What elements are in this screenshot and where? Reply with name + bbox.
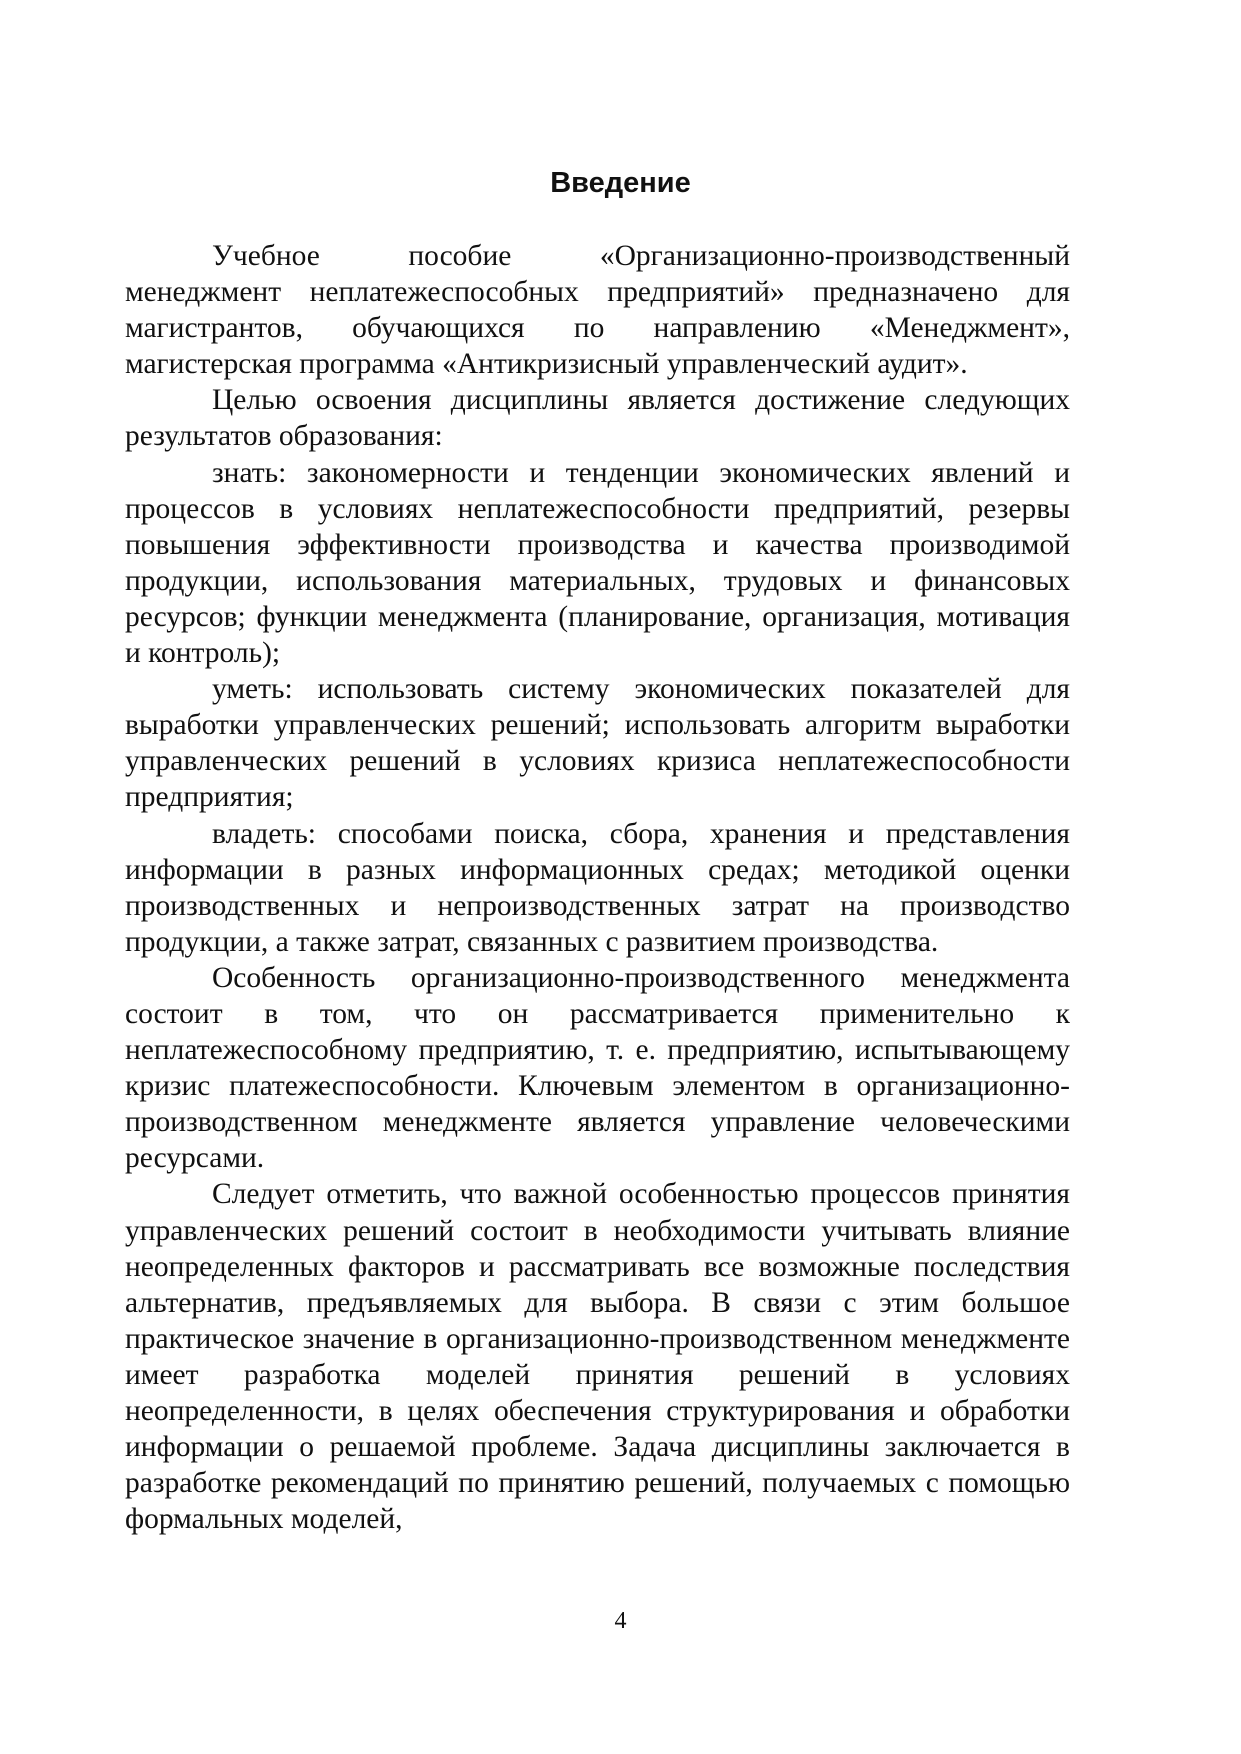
paragraph-decisions: Следует отметить, что важной особенностью процессов принятия управленческих решений состоит в необходимости учитывать влияние неопределенных факторов и рассматривать все возможные последствия альтернатив, предъявляемых для выбора. В связи с этим большое практическое значение в организационно-производственном менеджменте имеет разработка моделей принятия решений в условиях неопределенности, в целях обеспечения структурирования и обработки информации о решаемой проблеме. Задача дисциплины заключается в разработке рекомендаций по принятию решений, получаемых с помощью формальных моделей, [125,1178,1070,1536]
page-title: Введение [550,167,691,199]
paragraph-able: уметь: использовать систему экономических показателей для выработки управленческих решений; использовать алгоритм выработки управленческих решений в условиях кризиса неплатежеспособности предприятия; [125,673,1070,814]
page-number: 4 [614,1608,627,1634]
paragraph-goal: Целью освоения дисциплины является достижение следующих результатов образования: [125,384,1070,453]
paragraph-know: знать: закономерности и тенденции экономических явлений и процессов в условиях неплатежеспособности предприятий, резервы повышения эффективности производства и качества производимой продукции, использования материальных, трудовых и финансовых ресурсов; функции менеджмента (планирование, организация, мотивация и контроль); [125,456,1070,670]
paragraph-purpose: Учебное пособие «Организационно-производственный менеджмент неплатежеспособных предприятий» предназначено для магистрантов, обучающихся по направлению «Менеджмент», магистерская программа «Антикризисный управленческий аудит». [125,240,1070,381]
paragraph-master: владеть: способами поиска, сбора, хранения и представления информации в разных информационных средах; методикой оценки производственных и непроизводственных затрат на производство продукции, а также затрат, связанных с развитием производства. [125,817,1070,958]
body-text [125,238,1070,1537]
paragraph-feature: Особенность организационно-производственного менеджмента состоит в том, что он рассматривается применительно к неплатежеспособному предприятию, т. е. предприятию, испытывающему кризис платежеспособности. Ключевым элементом в организационно-производственном менеджменте является управление человеческими ресурсами. [125,961,1070,1175]
